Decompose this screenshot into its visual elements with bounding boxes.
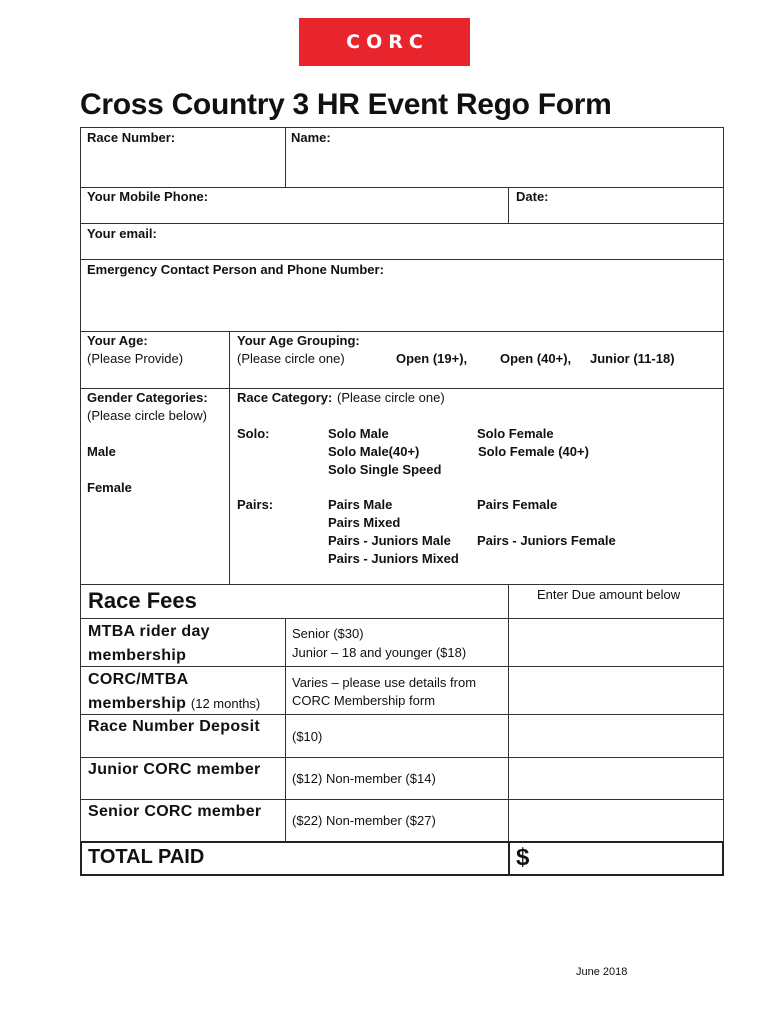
solo-option[interactable]: Solo Male(40+) <box>328 444 420 459</box>
solo-option[interactable]: Solo Female <box>477 426 554 441</box>
solo-option[interactable]: Solo Single Speed <box>328 462 442 477</box>
fee-price: ($12) Non-member ($14) <box>292 771 436 786</box>
pairs-option[interactable]: Pairs - Juniors Female <box>477 533 616 548</box>
total-paid-input[interactable] <box>512 843 722 874</box>
fee-price: Varies – please use details from <box>292 675 477 690</box>
date-field[interactable]: Date: <box>516 189 549 204</box>
pairs-option[interactable]: Pairs Male <box>328 497 393 512</box>
emergency-contact-field[interactable]: Emergency Contact Person and Phone Number: <box>87 262 384 277</box>
fee-price: CORC Membership form <box>292 693 436 708</box>
total-paid-label: TOTAL PAID <box>88 846 205 868</box>
race-category-label: Race Category: <box>237 390 333 405</box>
age-group-option-open-19[interactable]: Open (19+), <box>396 351 468 366</box>
gender-label: Gender Categories: <box>87 390 208 405</box>
fee-name-text: CORC/MTBA membership <box>88 671 188 712</box>
fee-price: ($22) Non-member ($27) <box>292 813 436 828</box>
solo-label: Solo: <box>237 426 270 441</box>
age-grouping-hint: (Please circle one) <box>237 351 345 366</box>
gender-option-female[interactable]: Female <box>87 480 132 495</box>
solo-option[interactable]: Solo Male <box>328 426 389 441</box>
fee-price: ($10) <box>292 729 323 744</box>
fee-name-senior-corc: Senior CORC member <box>88 803 262 820</box>
due-amount-header: Enter Due amount below <box>537 587 681 602</box>
pairs-option[interactable]: Pairs Female <box>477 497 558 512</box>
race-fees-heading: Race Fees <box>88 588 197 613</box>
fee-name-corc-mtba <box>88 668 284 716</box>
fee-name-mtba-day: MTBA rider day membership <box>88 623 210 664</box>
fee-name-race-number-deposit: Race Number Deposit <box>88 718 260 735</box>
age-grouping-label: Your Age Grouping: <box>237 333 360 348</box>
fee-due-input[interactable] <box>510 759 722 798</box>
race-category-hint: (Please circle one) <box>337 390 445 405</box>
footer-date: June 2018 <box>576 966 628 978</box>
pairs-option[interactable]: Pairs - Juniors Mixed <box>328 551 459 566</box>
fee-due-input[interactable] <box>510 620 722 665</box>
pairs-option[interactable]: Pairs - Juniors Male <box>328 533 451 548</box>
age-hint: (Please Provide) <box>87 351 184 366</box>
age-group-option-open-40[interactable]: Open (40+), <box>500 351 572 366</box>
name-field[interactable]: Name: <box>291 130 331 145</box>
mobile-phone-field[interactable]: Your Mobile Phone: <box>87 189 209 204</box>
race-number-field[interactable]: Race Number: <box>87 130 176 145</box>
fee-name-junior-corc: Junior CORC member <box>88 761 261 778</box>
fee-price: Junior – 18 and younger ($18) <box>292 645 467 660</box>
pairs-label: Pairs: <box>237 497 274 512</box>
fee-price: Senior ($30) <box>292 626 364 641</box>
age-group-option-junior[interactable]: Junior (11-18) <box>590 351 675 366</box>
gender-option-male[interactable]: Male <box>87 444 116 459</box>
solo-option[interactable]: Solo Female (40+) <box>478 444 589 459</box>
age-label: Your Age: <box>87 333 148 348</box>
gender-hint: (Please circle below) <box>87 408 207 423</box>
corc-logo: CORC <box>299 18 470 66</box>
form-title: Cross Country 3 HR Event Rego Form <box>80 88 612 121</box>
fee-due-input[interactable] <box>510 668 722 713</box>
email-field[interactable]: Your email: <box>87 226 157 241</box>
pairs-option[interactable]: Pairs Mixed <box>328 515 401 530</box>
fee-name-suffix: (12 months) <box>190 696 261 711</box>
fee-due-input[interactable] <box>510 801 722 840</box>
fee-due-input[interactable] <box>510 716 722 756</box>
dollar-sign: $ <box>516 844 530 871</box>
